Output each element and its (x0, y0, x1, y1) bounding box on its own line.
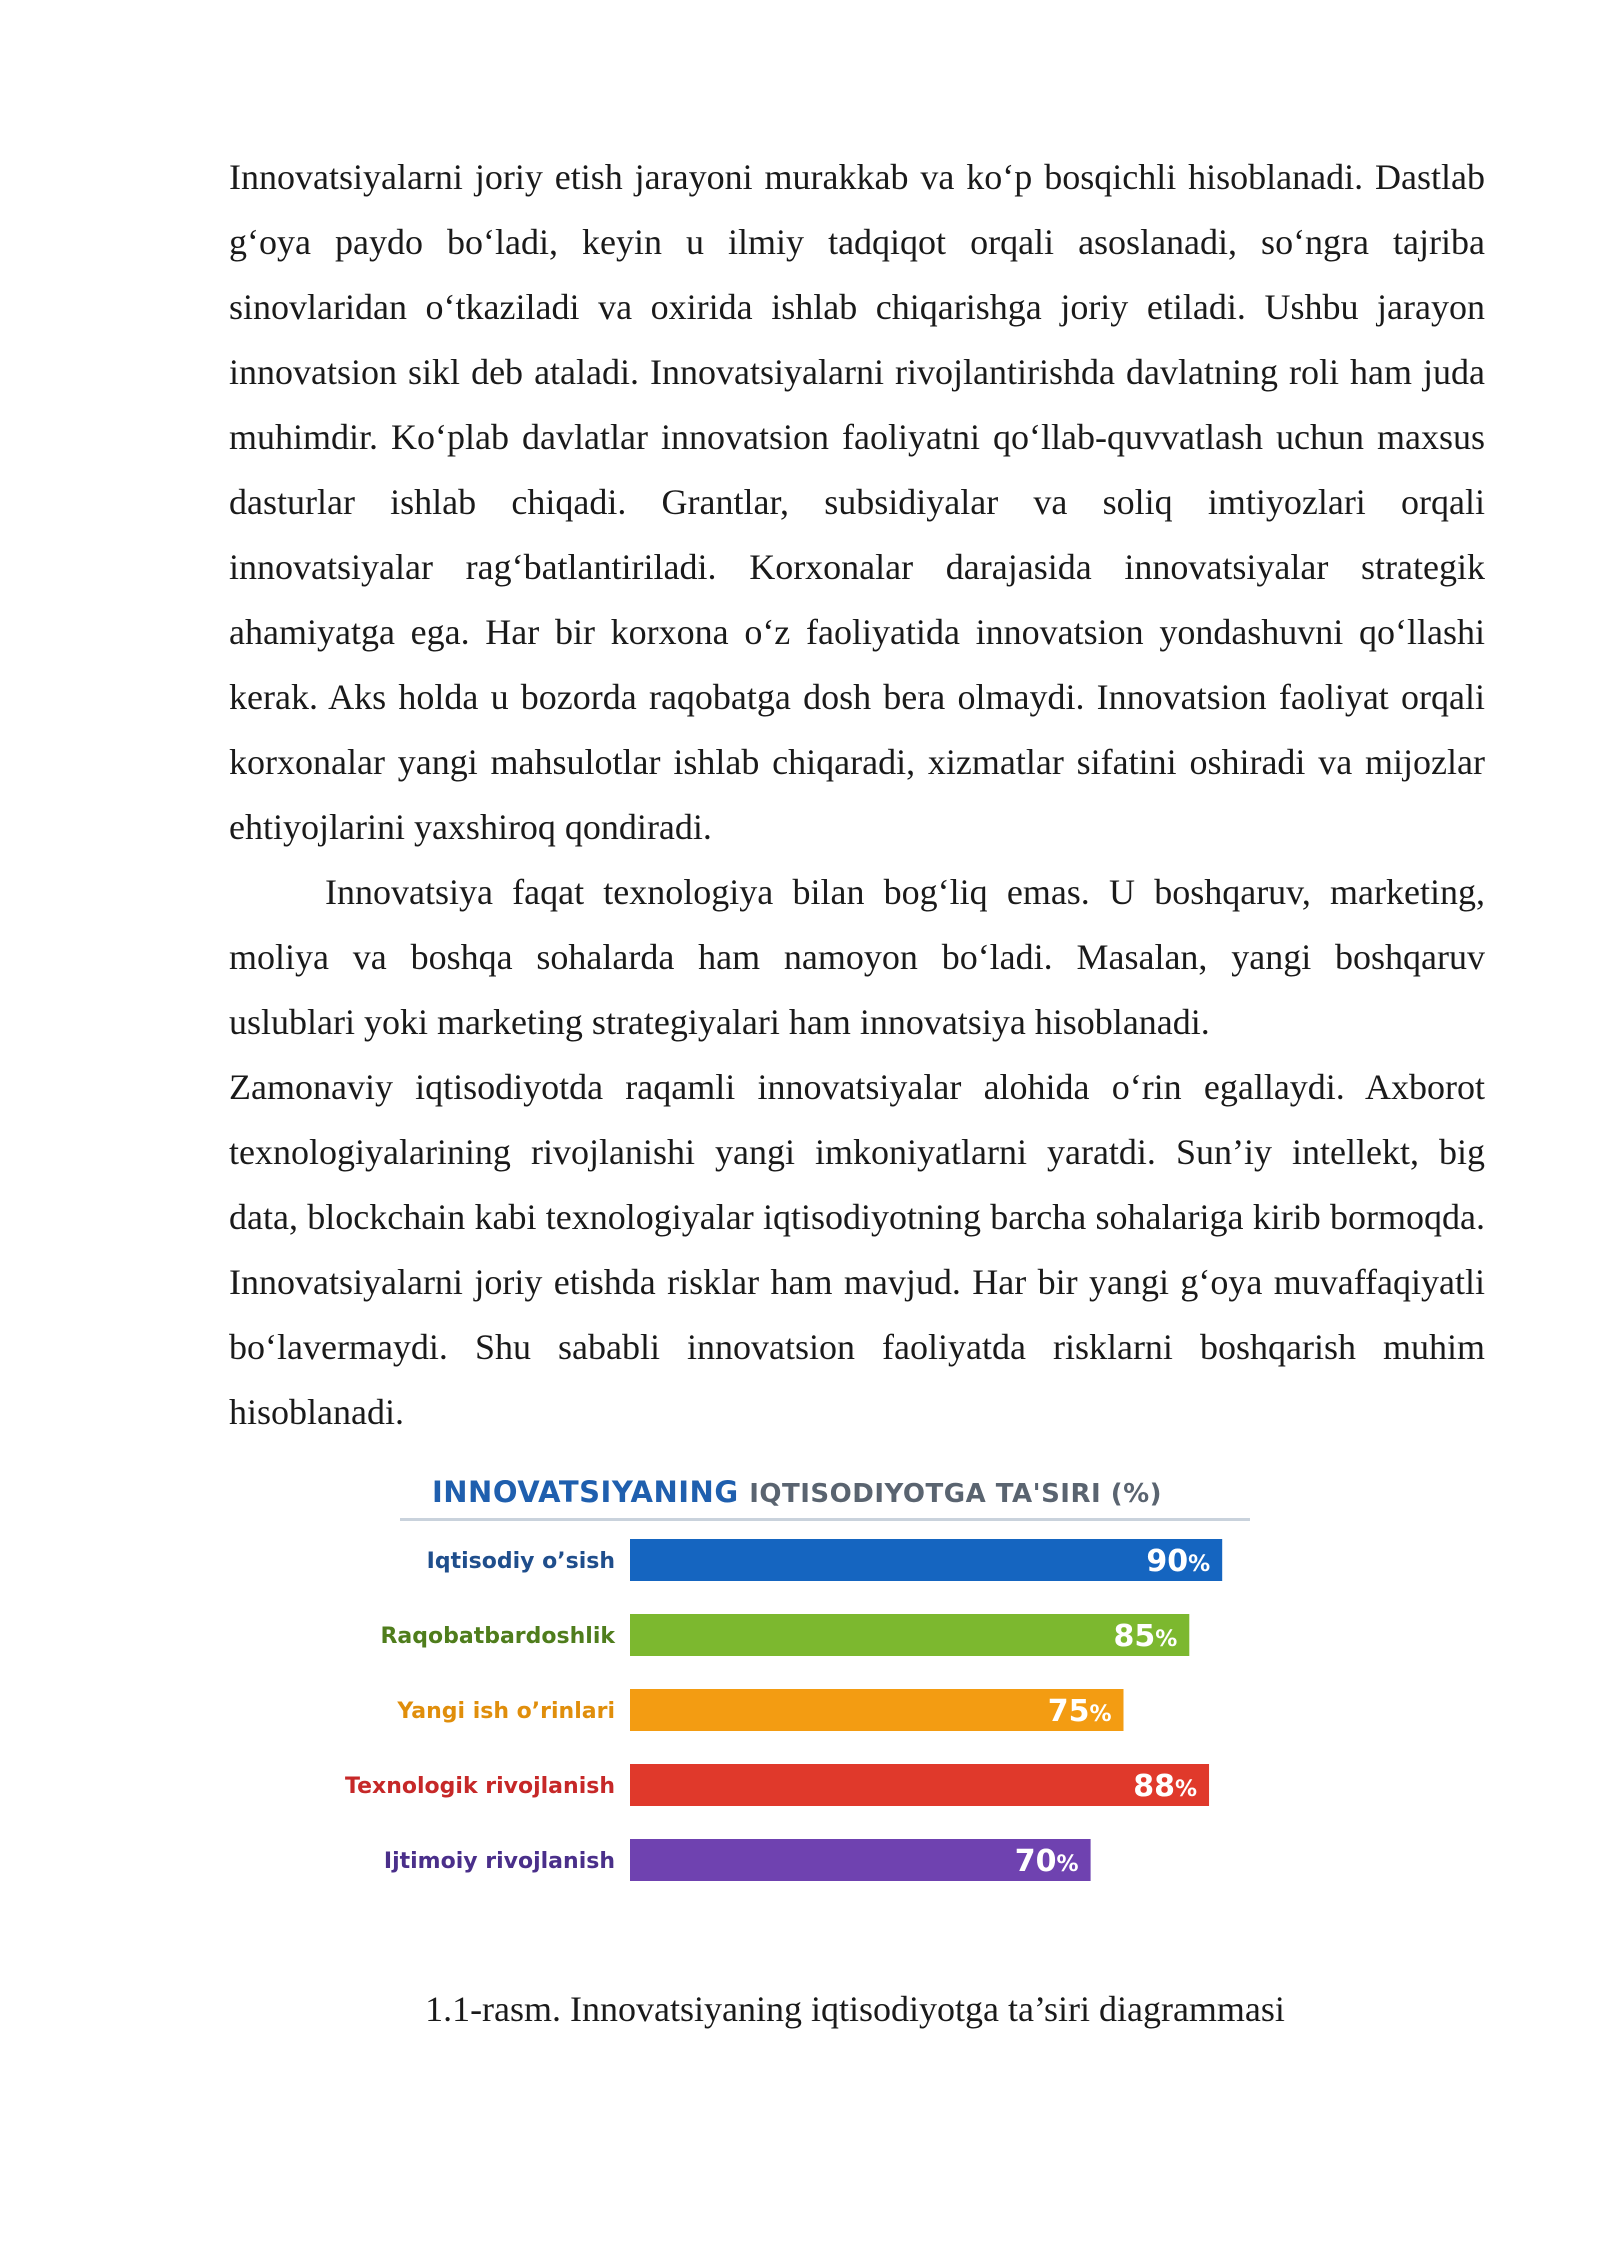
bar-value-label: 85% (1113, 1619, 1178, 1654)
bar (630, 1539, 1222, 1581)
bar (630, 1764, 1209, 1806)
category-label: Raqobatbardoshlik (380, 1624, 615, 1649)
category-label: Texnologik rivojlanish (345, 1774, 615, 1799)
category-label: Yangi ish o’rinlari (397, 1699, 615, 1724)
bar-value-label: 88% (1133, 1769, 1198, 1804)
category-label: Iqtisodiy o’sish (426, 1549, 615, 1574)
paragraph-1: Innovatsiyalarni joriy etish jarayoni murakkab va ko‘p bosqichli hisoblanadi. Dastlab g‘oya paydo bo‘ladi, keyin u ilmiy tadqiqot orqali asoslanadi, so‘ngra tajriba sinovlaridan o‘tkaziladi va oxirida ishlab chiqarishga joriy etiladi. Ushbu jarayon innovatsion sikl deb ataladi. Innovatsiyalarni rivojlantirishda davlatning roli ham juda muhimdir. Ko‘plab davlatlar innovatsion faoliyatni qo‘llab-quvvatlash uchun maxsus dasturlar ishlab chiqadi. Grantlar, subsidiyalar va soliq imtiyozlari orqali innovatsiyalar rag‘batlantiriladi. Korxonalar darajasida innovatsiyalar strategik ahamiyatga ega. Har bir korxona o‘z faoliyatida innovatsion yondashuvni qo‘llashi kerak. Aks holda u bozorda raqobatga dosh bera olmaydi. Innovatsion faoliyat orqali korxonalar yangi mahsulotlar ishlab chiqaradi, xizmatlar sifatini oshiradi va mijozlar ehtiyojlarini yaxshiroq qondiradi. (229, 157, 1485, 847)
body-text (229, 145, 1485, 1445)
chart-figure (340, 1455, 1270, 1915)
bar-chart (340, 1455, 1270, 1915)
chart-title-part2: IQTISODIYOTGA TA'SIRI (%) (749, 1479, 1163, 1509)
category-label: Ijtimoiy rivojlanish (383, 1849, 615, 1874)
figure-caption: 1.1-rasm. Innovatsiyaning iqtisodiyotga ta’siri diagrammasi (425, 1989, 1285, 2029)
paragraph-3: Zamonaviy iqtisodiyotda raqamli innovatsiyalar alohida o‘rin egallaydi. Axborot texnologiyalarining rivojlanishi yangi imkoniyatlarni yaratdi. Sun’iy intellekt, big data, blockchain kabi texnologiyalar iqtisodiyotning barcha sohalariga kirib bormoqda. Innovatsiyalarni joriy etishda risklar ham mavjud. Har bir yangi g‘oya muvaffaqiyatli bo‘lavermaydi. Shu sababli innovatsion faoliyatda risklarni boshqarish muhim hisoblanadi. (229, 1067, 1485, 1432)
chart-title-part1: INNOVATSIYANING (432, 1475, 739, 1509)
bar-value-label: 75% (1047, 1694, 1112, 1729)
paragraph-2: Innovatsiya faqat texnologiya bilan bog‘liq emas. U boshqaruv, marketing, moliya va boshqa sohalarda ham namoyon bo‘ladi. Masalan, yangi boshqaruv uslublari yoki marketing strategiyalari ham innovatsiya hisoblanadi. (229, 872, 1485, 1042)
bar (630, 1614, 1189, 1656)
bar-value-label: 90% (1146, 1544, 1211, 1579)
bar-value-label: 70% (1014, 1844, 1079, 1879)
